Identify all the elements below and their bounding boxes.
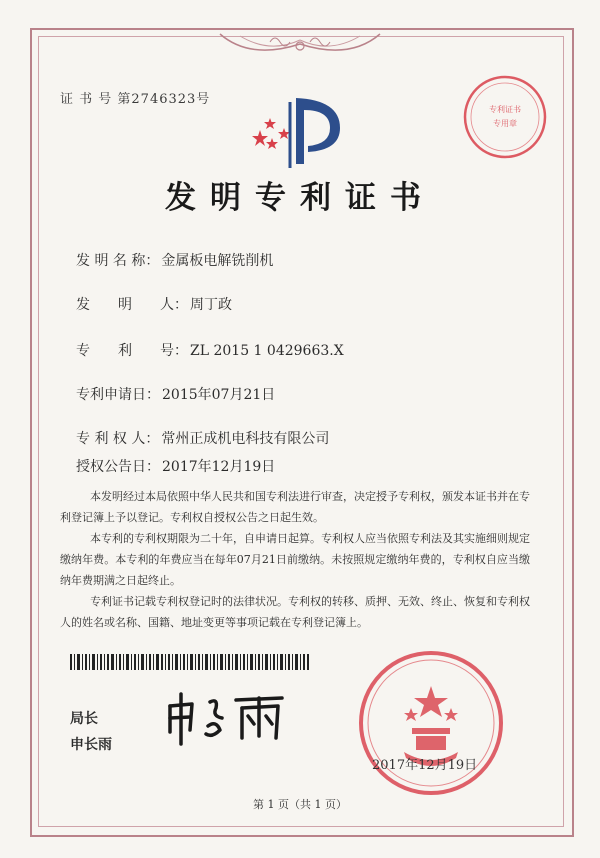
field-label: 专 利 号： (76, 343, 188, 359)
field-value: 2017年12月19日 (162, 459, 276, 475)
field-label: 发 明 名 称： (76, 253, 160, 269)
field-inventor (76, 294, 232, 314)
field-patent-number (76, 340, 344, 360)
field-grant-date (76, 456, 275, 476)
field-value: 金属板电解铣削机 (161, 253, 274, 269)
field-label: 发 明 人： (76, 297, 188, 313)
certificate-body (60, 486, 530, 633)
field-patentee (76, 428, 329, 448)
director-signature-icon (162, 688, 292, 748)
page-title: 发明专利证书 (165, 180, 435, 216)
paragraph: 本发明经过本局依照中华人民共和国专利法进行审查，决定授予专利权，颁发本证书并在专利登记簿上予以登记。专利权自授权公告之日起生效。 (60, 490, 530, 524)
svg-text:专利证书: 专利证书 (489, 105, 521, 114)
director-title: 局长 (70, 711, 98, 727)
svg-text:专用章: 专用章 (493, 119, 517, 128)
field-label: 授权公告日： (76, 459, 160, 475)
national-ip-office-seal-icon (356, 648, 506, 798)
field-value: 周丁政 (190, 297, 232, 313)
page-number: 第 1 页（共 1 页） (253, 798, 347, 811)
patent-seal-small-icon (460, 72, 550, 162)
field-label: 专利申请日： (76, 387, 160, 403)
barcode-icon (70, 654, 310, 670)
field-application-date (76, 384, 275, 404)
top-ornament-icon (210, 30, 390, 70)
field-value: 2015年07月21日 (162, 387, 276, 403)
certificate-number: 证 书 号 第2746323号 (60, 92, 211, 107)
patent-office-logo-icon (250, 92, 350, 172)
field-invention-name (76, 250, 273, 270)
issue-date: 2017年12月19日 (372, 758, 478, 773)
director-name: 申长雨 (70, 737, 112, 753)
field-label: 专 利 权 人： (76, 431, 160, 447)
field-value: 常州正成机电科技有限公司 (161, 431, 330, 447)
paragraph: 专利证书记载专利权登记时的法律状况。专利权的转移、质押、无效、终止、恢复和专利权人的姓名或名称、国籍、地址变更等事项记载在专利登记簿上。 (60, 595, 530, 629)
paragraph: 本专利的专利权期限为二十年，自申请日起算。专利权人应当依照专利法及其实施细则规定缴纳年费。本专利的年费应当在每年07月21日前缴纳。未按照规定缴纳年费的，专利权自应当缴纳年费期满之日起终止。 (60, 532, 530, 587)
field-value: ZL 2015 1 0429663.X (190, 343, 344, 359)
